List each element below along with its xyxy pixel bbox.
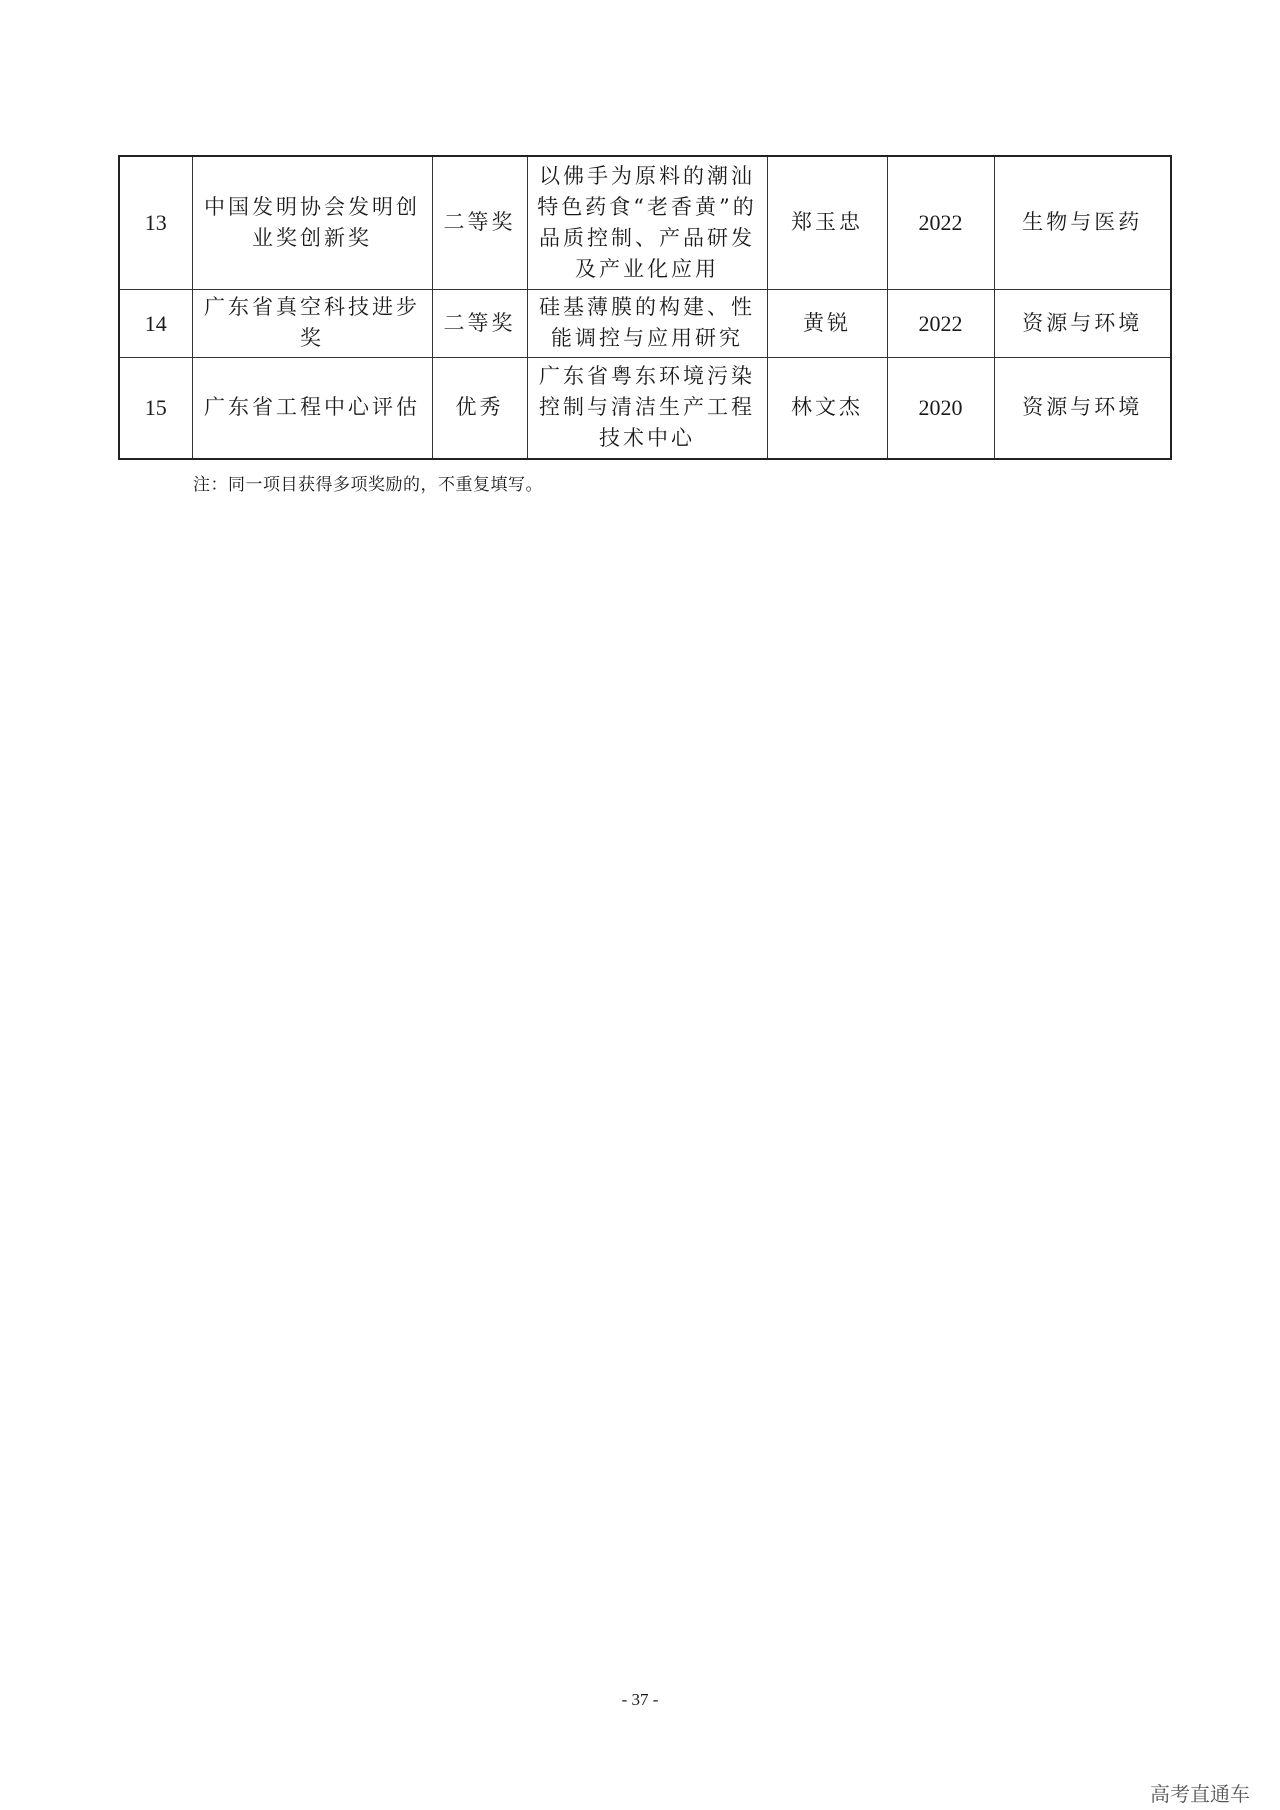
award-name: 广东省真空科技进步奖 [192,289,432,357]
award-level: 二等奖 [432,289,527,357]
person-name: 黄锐 [767,289,887,357]
row-number: 14 [119,289,192,357]
project-name: 以佛手为原料的潮汕特色药食“老香黄”的品质控制、产品研发及产业化应用 [527,156,767,289]
row-number: 13 [119,156,192,289]
table-row [119,289,1171,357]
field-name: 生物与医药 [994,156,1171,289]
award-level: 优秀 [432,357,527,459]
table-row [119,156,1171,289]
table-note: 注：同一项目获得多项奖励的，不重复填写。 [193,475,543,495]
awards-table [118,155,1172,460]
person-name: 林文杰 [767,357,887,459]
page-number: - 37 - [621,1690,659,1709]
award-name: 中国发明协会发明创业奖创新奖 [192,156,432,289]
row-number: 15 [119,357,192,459]
person-name: 郑玉忠 [767,156,887,289]
table-row [119,357,1171,459]
award-name: 广东省工程中心评估 [192,357,432,459]
award-level: 二等奖 [432,156,527,289]
watermark-text: 高考直通车 [1150,1782,1250,1806]
award-year: 2022 [887,156,994,289]
field-name: 资源与环境 [994,357,1171,459]
award-year: 2022 [887,289,994,357]
project-name: 广东省粤东环境污染控制与清洁生产工程技术中心 [527,357,767,459]
project-name: 硅基薄膜的构建、性能调控与应用研究 [527,289,767,357]
field-name: 资源与环境 [994,289,1171,357]
award-year: 2020 [887,357,994,459]
